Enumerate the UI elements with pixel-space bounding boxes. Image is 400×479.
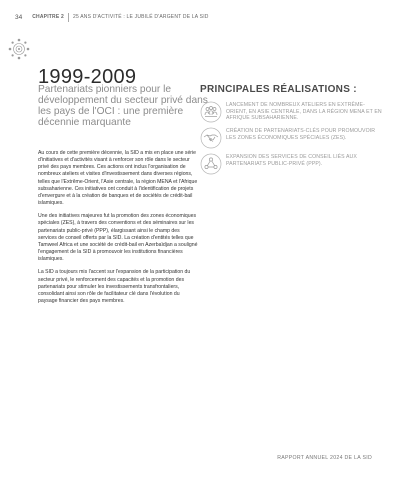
body-paragraph: La SID a toujours mis l'accent sur l'expansion de la participation du secteur privé, le renforcement des capacités et la promotion des partenariats pour stimuler les investissements transfrontaliers, consolidant ainsi son rôle de facilitateur clé dans l'évolution du paysage financier des pays membres.: [38, 269, 191, 304]
section-year: 1999-2009: [38, 66, 137, 88]
page-footer: RAPPORT ANNUEL 2024 DE LA SID: [277, 455, 372, 461]
body-text: [38, 150, 198, 311]
header-divider: [68, 13, 69, 22]
page-header: [15, 12, 385, 22]
chapter-label: CHAPITRE 2: [32, 14, 64, 20]
achievement-text: LANCEMENT DE NOMBREUX ATELIERS EN EXTRÊME-ORIENT, EN ASIE CENTRALE, DANS LA RÉGION MENA ET EN AFRIQUE SUBSAHARIENNE.: [226, 102, 382, 122]
handshake-icon: [200, 127, 222, 149]
workshop-icon: [200, 101, 222, 123]
achievements-list: [200, 101, 385, 179]
decorative-pattern-icon: [8, 38, 30, 60]
achievements-title: PRINCIPALES RÉALISATIONS :: [200, 84, 357, 95]
achievement-item: [200, 101, 385, 123]
section-subtitle: Partenariats pionniers pour le développement du secteur privé dans les pays de l'OCI : une première décennie marquante: [38, 84, 208, 128]
achievement-text: CRÉATION DE PARTENARIATS-CLÉS POUR PROMOUVOIR LES ZONES ÉCONOMIQUES SPÉCIALES (ZES).: [226, 128, 376, 141]
chapter-title: 25 ANS D'ACTIVITÉ : LE JUBILÉ D'ARGENT DE LA SID: [72, 14, 209, 20]
body-paragraph: Une des initiatives majeures fut la promotion des zones économiques spéciales (ZES), à travers des conventions et des séminaires sur les partenariats public-privé (PPP), élargissant ainsi le champ des services de conseil offerts par la SID. La création d'entités telles que Tamweel Africa et une société de crédit-bail en Azerbaïdjan a souligné l'engagement de la SID à promouvoir les institutions financières islamiques.: [38, 213, 198, 263]
achievement-text: EXPANSION DES SERVICES DE CONSEIL LIÉS AUX PARTENARIATS PUBLIC-PRIVÉ (PPP).: [226, 154, 357, 167]
page-number: 34: [15, 13, 23, 21]
body-paragraph: Au cours de cette première décennie, la SID a mis en place une série d'initiatives et d'activités visant à renforcer son rôle dans le secteur privé des pays membres. Ces actions ont inclus l'organisation de nombreux ateliers et visites d'investissement dans diverses régions, telles que l'Extrême-Orient, l'Asie centrale, la région MENA et l'Afrique subsaharienne. Ces initiatives ont conduit à l'identification de projets d'envergure et à la création de banques et de sociétés de crédit-bail islamiques.: [38, 150, 198, 207]
achievement-item: [200, 153, 385, 175]
achievement-item: [200, 127, 385, 149]
network-icon: [200, 153, 222, 175]
